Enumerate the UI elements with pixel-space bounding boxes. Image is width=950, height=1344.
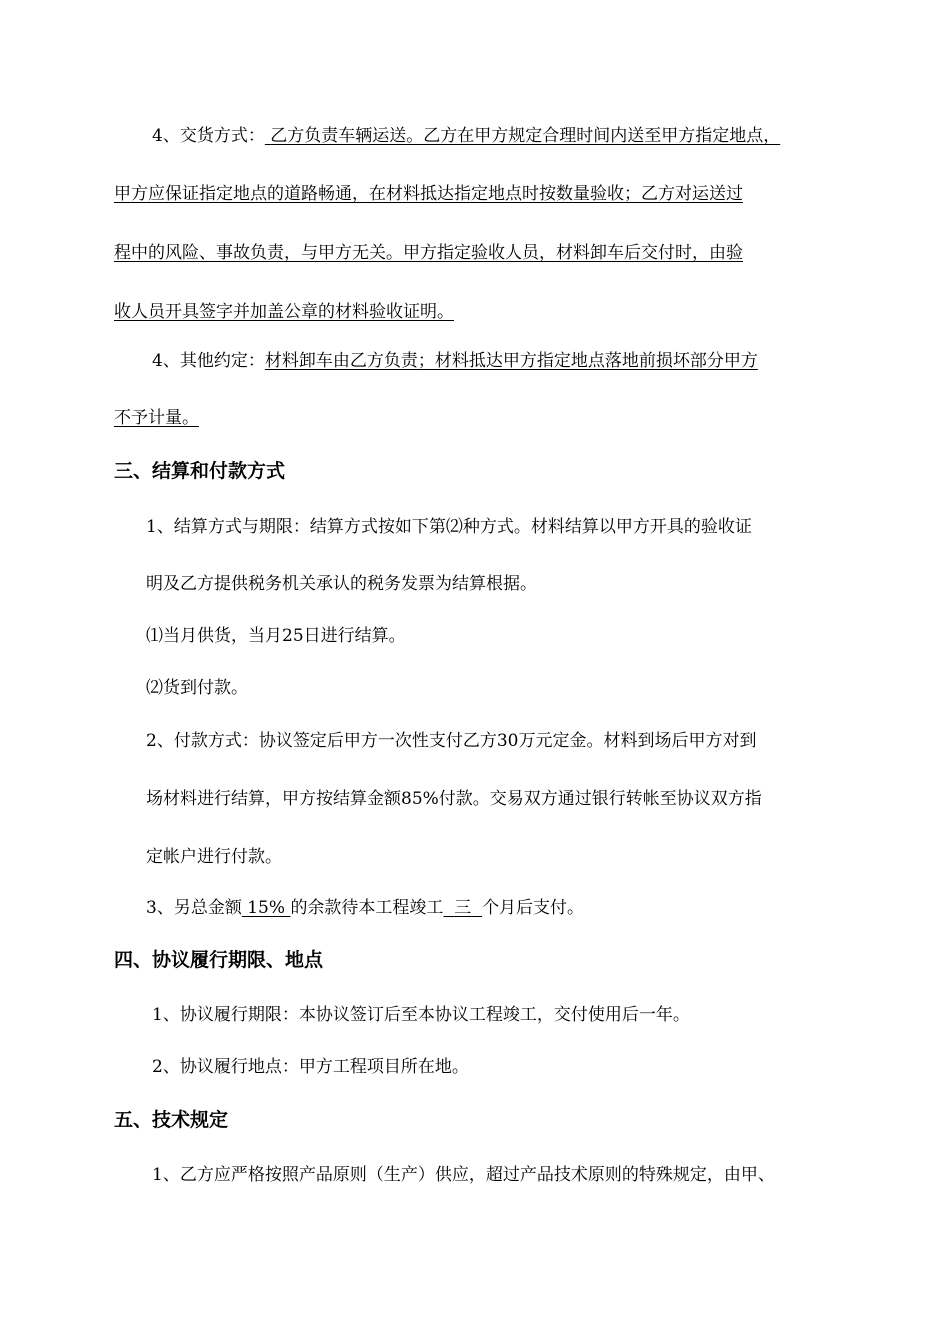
section3-item2-line2: 场材料进行结算，甲方按结算金额85%付款。交易双方通过银行转帐至协议双方指	[146, 789, 762, 809]
delivery-line-2: 甲方应保证指定地点的道路畅通，在材料抵达指定地点时按数量验收；乙方对运送过	[114, 184, 743, 204]
other-text-1: 材料卸车由乙方负责；材料抵达甲方指定地点落地前损坏部分甲方	[264, 351, 758, 371]
section3-item3	[146, 897, 584, 919]
section3-item1-line1: 1、结算方式与期限：结算方式按如下第⑵种方式。材料结算以甲方开具的验收证	[146, 517, 752, 537]
item3-percent: 15%	[247, 898, 286, 918]
section4-item2: 2、协议履行地点：甲方工程项目所在地。	[152, 1057, 469, 1077]
item3-text-b: 的余款待本工程竣工	[290, 898, 444, 918]
delivery-label: 4、交货方式：	[152, 126, 265, 146]
section3-item1-line2: 明及乙方提供税务机关承认的税务发票为结算根据。	[146, 574, 537, 594]
delivery-line-4: 收人员开具签字并加盖公章的材料验收证明。	[114, 302, 454, 322]
section5-heading: 五、技术规定	[114, 1109, 229, 1131]
other-line-1	[152, 350, 758, 372]
delivery-text-1: 乙方负责车辆运送。乙方在甲方规定合理时间内送至甲方指定地点，	[270, 126, 781, 146]
section3-item2-line1: 2、付款方式：协议签定后甲方一次性支付乙方30万元定金。材料到场后甲方对到	[146, 731, 757, 751]
other-text-2: 不予计量。	[114, 408, 199, 428]
item3-months: 三	[454, 898, 472, 918]
item3-text-a: 3、另总金额	[146, 898, 242, 918]
section5-item1: 1、乙方应严格按照产品原则（生产）供应，超过产品技术原则的特殊规定，由甲、	[152, 1165, 775, 1185]
section4-heading: 四、协议履行期限、地点	[114, 949, 324, 971]
item3-text-c: 个月后支付。	[482, 898, 585, 918]
section4-item1: 1、协议履行期限：本协议签订后至本协议工程竣工，交付使用后一年。	[152, 1005, 690, 1025]
section3-option2: ⑵货到付款。	[146, 678, 248, 698]
section3-heading: 三、结算和付款方式	[114, 460, 286, 482]
section3-option1: ⑴当月供货，当月25日进行结算。	[146, 626, 406, 646]
delivery-line-3: 程中的风险、事故负责，与甲方无关。甲方指定验收人员，材料卸车后交付时，由验	[114, 243, 743, 263]
section3-item2-line3: 定帐户进行付款。	[146, 847, 282, 867]
other-label: 4、其他约定：	[152, 351, 265, 371]
other-line-2	[114, 407, 506, 429]
delivery-line-1	[152, 125, 847, 147]
